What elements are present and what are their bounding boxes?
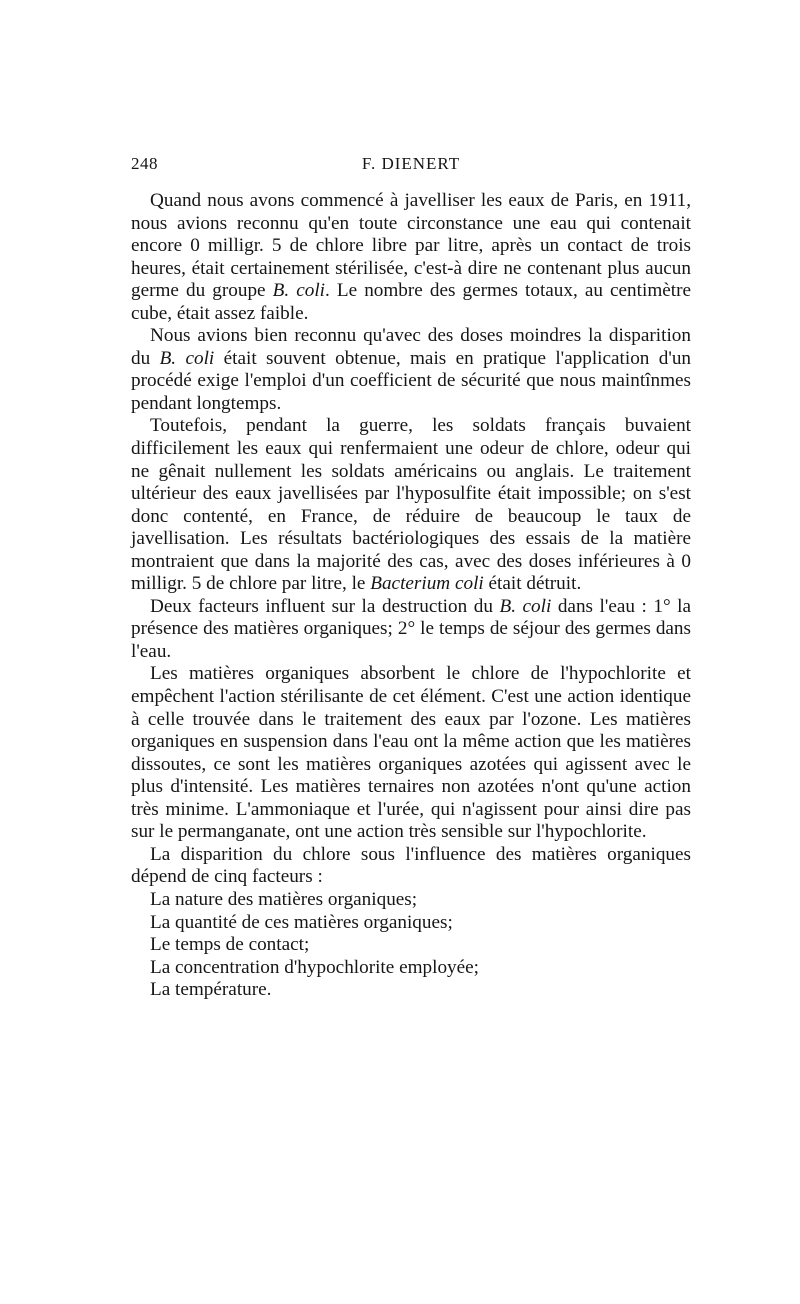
paragraph: [131, 663, 691, 843]
italic-term: Bacterium coli: [370, 573, 484, 595]
page-number: 248: [131, 154, 158, 173]
text-run: dans l'eau : 1° la présence des matières organiques; 2° le temps de séjour des germes dans l'eau.: [131, 595, 692, 662]
factor-item: La température.: [150, 979, 272, 1001]
factor-item: La concentration d'hypochlorite employée;: [150, 956, 479, 978]
italic-term: B. coli: [159, 347, 215, 369]
paragraph: [131, 596, 691, 664]
body-text: [131, 190, 691, 1002]
text-run: Deux facteurs influent sur la destruction du: [150, 595, 500, 617]
running-head: F. DIENERT: [361, 154, 461, 173]
factor-item: Le temps de contact;: [150, 934, 310, 956]
paragraph-list: [131, 190, 691, 889]
factor-item: La nature des matières organiques;: [150, 888, 418, 910]
text-run: La disparition du chlore sous l'influence des matières organiques dépend de cinq facteurs :: [131, 843, 691, 888]
paragraph: [131, 844, 691, 889]
text-run: . Le nombre des germes totaux, au centimètre cube, était assez faible.: [131, 280, 691, 324]
italic-term: B. coli: [272, 280, 326, 302]
text-run: Les matières organiques absorbent le chlore de l'hypochlorite et empêchent l'action stérilisante de cet élément. C'est une action identique à celle trouvée dans le traitement des eaux par l'ozone. Les matières organiques en suspension dans l'eau ont la même action que les matières dissoutes, ce sont les matières organiques azotées qui agissent avec le plus d'intensité. Les matières ternaires non azotées n'ont qu'une action très minime. L'ammoniaque et l'urée, qui n'agissent pour ainsi dire pas sur le permanganate, ont une action très sensible sur l'hypochlorite.: [131, 663, 691, 843]
paragraph: [131, 415, 691, 595]
page-header: [131, 154, 691, 180]
factor-list: [131, 889, 691, 1002]
paragraph: [131, 325, 691, 415]
text-run: Toutefois, pendant la guerre, les soldats français buvaient difficilement les eaux qui renfermaient une odeur de chlore, odeur qui ne gênait nullement les soldats américains ou anglais. Le traitement ultérieur des eaux javellisées par l'hyposulfite était impossible; on s'est donc contenté, en France, de réduire de beaucoup le taux de javellisation. Les résultats bactériologiques des essais de la matière montraient que dans la majorité des cas, avec des doses inférieures à 0 milligr. 5 de chlore par litre, le: [131, 415, 691, 595]
italic-term: B. coli: [499, 595, 552, 617]
text-run: Quand nous avons commencé à javelliser les eaux de Paris, en 1911, nous avions reconnu qu'en toute circonstance une eau qui contenait encore 0 milligr. 5 de chlore libre par litre, après un contact de trois heures, était certainement stérilisée, c'est-à dire ne contenant plus aucun germe du groupe: [131, 190, 691, 302]
text-run: était souvent obtenue, mais en pratique l'application d'un procédé exige l'emploi d'un coefficient de sécurité que nous maintînmes pendant longtemps.: [131, 347, 692, 414]
text-run: Nous avions bien reconnu qu'avec des doses moindres la disparition du: [131, 325, 691, 369]
factor-item: La quantité de ces matières organiques;: [150, 911, 453, 933]
text-run: était détruit.: [483, 573, 582, 595]
paragraph: [131, 190, 691, 325]
